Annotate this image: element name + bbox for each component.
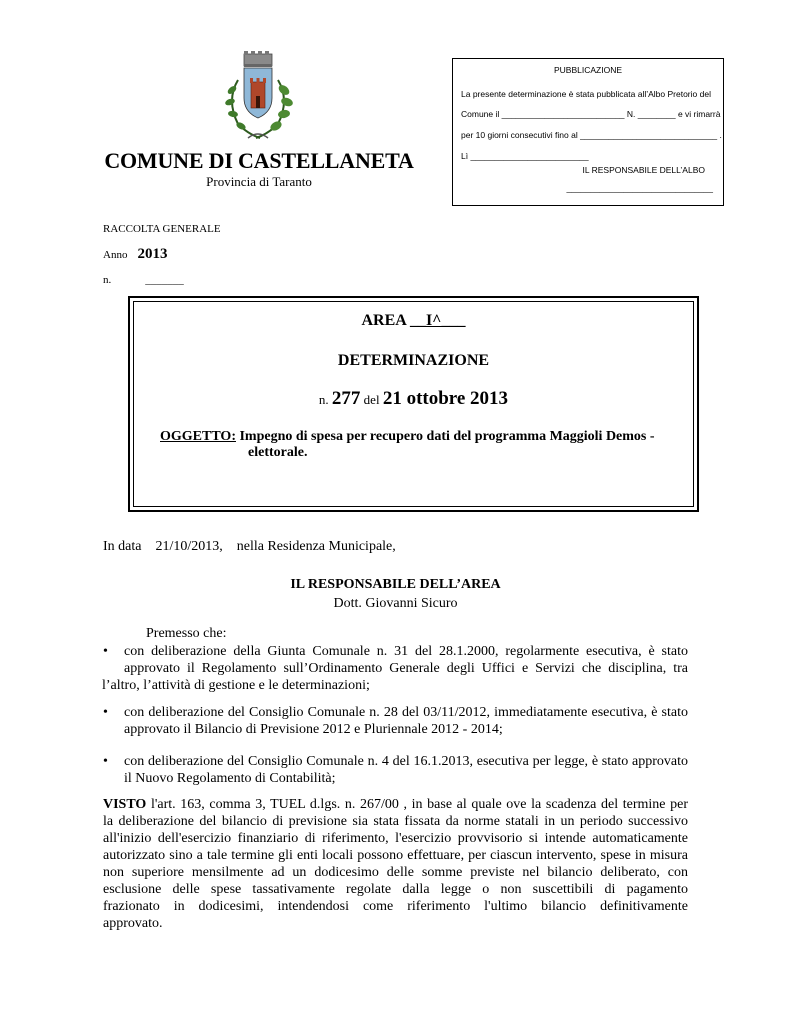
visto-line-8: approvato. <box>103 916 163 931</box>
publication-responsabile: IL RESPONSABILE DELL’ALBO <box>582 165 705 175</box>
visto-line-2: la deliberazione del bilancio di previsione sia stata fissata da norme statali in un periodo successivo <box>103 814 688 829</box>
bullet-icon: • <box>103 644 108 659</box>
publication-line-2: Comune il __________________________ N. ________ e vi rimarrà <box>461 109 721 119</box>
oggetto-text-1: Impegno di spesa per recupero dati del programma Maggioli Demos - <box>239 429 655 444</box>
responsabile-title: IL RESPONSABILE DELL’AREA <box>290 577 501 592</box>
bullet-2-line-2: approvato il Bilancio di Previsione 2012 e Pluriennale 2012 - 2014; <box>124 722 503 737</box>
determinazione-title: DETERMINAZIONE <box>337 352 490 369</box>
anno-row <box>103 246 167 263</box>
area-suffix: ___ <box>441 312 466 329</box>
visto-line-4: autorizzato sino a tale termine gli enti locali possono effettuare, per ciascun intervento, spese in misura <box>103 848 688 863</box>
in-data-line: In data 21/10/2013, nella Residenza Municipale, <box>103 539 396 554</box>
numero-label: n. <box>103 274 112 286</box>
del-label: del <box>363 392 380 407</box>
comune-name: COMUNE DI CASTELLANETA <box>104 148 414 173</box>
visto-paragraph <box>103 796 688 932</box>
area-code: I^ <box>425 312 442 329</box>
responsabile-name: Dott. Giovanni Sicuro <box>333 596 458 611</box>
provincia-label: Provincia di Taranto <box>206 174 312 189</box>
numero-row <box>103 274 184 286</box>
publication-line-1: La presente determinazione è stata pubblicata all’Albo Pretorio del <box>461 89 711 99</box>
publication-title: PUBBLICAZIONE <box>553 65 623 75</box>
visto-line-1-text: l'art. 163, comma 3, TUEL d.lgs. n. 267/00 , in base al quale ove la scadenza del termine per <box>146 797 688 812</box>
visto-line-5: non superiore mensilmente ad un dodicesimo delle somme previste nel bilancio deliberato, con <box>103 865 688 880</box>
visto-line-1 <box>103 796 688 813</box>
visto-line-7: frazionato in dodicesimi, intendendosi come riferimento l'ultimo bilancio definitivamente <box>103 899 688 914</box>
numero-value: _______ <box>145 274 184 286</box>
publication-box <box>452 58 724 206</box>
bullet-3-line-1: con deliberazione del Consiglio Comunale n. 4 del 16.1.2013, esecutiva per legge, è stato approvato <box>124 754 688 769</box>
visto-keyword: VISTO <box>103 797 147 812</box>
determinazione-date: 21 ottobre 2013 <box>382 388 509 409</box>
publication-signature-line: _______________________________ <box>566 183 713 193</box>
determinazione-number: 277 <box>331 388 361 409</box>
premesso-label: Premesso che: <box>146 626 227 641</box>
number-label: n. <box>318 392 329 407</box>
bullet-1-line-3: l’altro, l’attività di gestione e le determinazioni; <box>102 678 370 693</box>
area-line <box>128 312 699 330</box>
bullet-1-line-1: con deliberazione della Giunta Comunale n. 31 del 28.1.2000, regolarmente esecutiva, è stato <box>124 644 688 659</box>
raccolta-generale-label: RACCOLTA GENERALE <box>103 223 221 235</box>
visto-line-6: esclusione delle spese tassativamente regolate dalla legge o non suscettibili di pagamento <box>103 882 688 897</box>
anno-label: Anno <box>103 249 128 261</box>
comune-emblem-icon <box>208 50 308 150</box>
oggetto-line-1 <box>160 428 680 445</box>
oggetto-label: OGGETTO: <box>160 429 236 444</box>
visto-line-3: all'inizio dell'esercizio finanziario di riferimento, l'esercizio provvisorio si intende automaticamente <box>103 831 688 846</box>
determinazione-number-line <box>128 388 699 410</box>
bullet-2-line-1: con deliberazione del Consiglio Comunale n. 28 del 03/11/2012, immediatamente esecutiva, è stato <box>124 705 688 720</box>
area-label: AREA __ <box>361 312 426 329</box>
bullet-icon: • <box>103 705 108 720</box>
publication-line-4: Lì _________________________ <box>461 151 589 161</box>
bullet-1-line-2: approvato il Regolamento sull’Ordinamento Generale degli Uffici e Servizi che disciplina, tra <box>124 661 688 676</box>
publication-line-3: per 10 giorni consecutivi fino al _____________________________ . <box>461 130 722 140</box>
oggetto-text-2: elettorale. <box>248 445 308 460</box>
bullet-icon: • <box>103 754 108 769</box>
anno-value: 2013 <box>137 246 168 262</box>
bullet-3-line-2: il Nuovo Regolamento di Contabilità; <box>124 771 336 786</box>
